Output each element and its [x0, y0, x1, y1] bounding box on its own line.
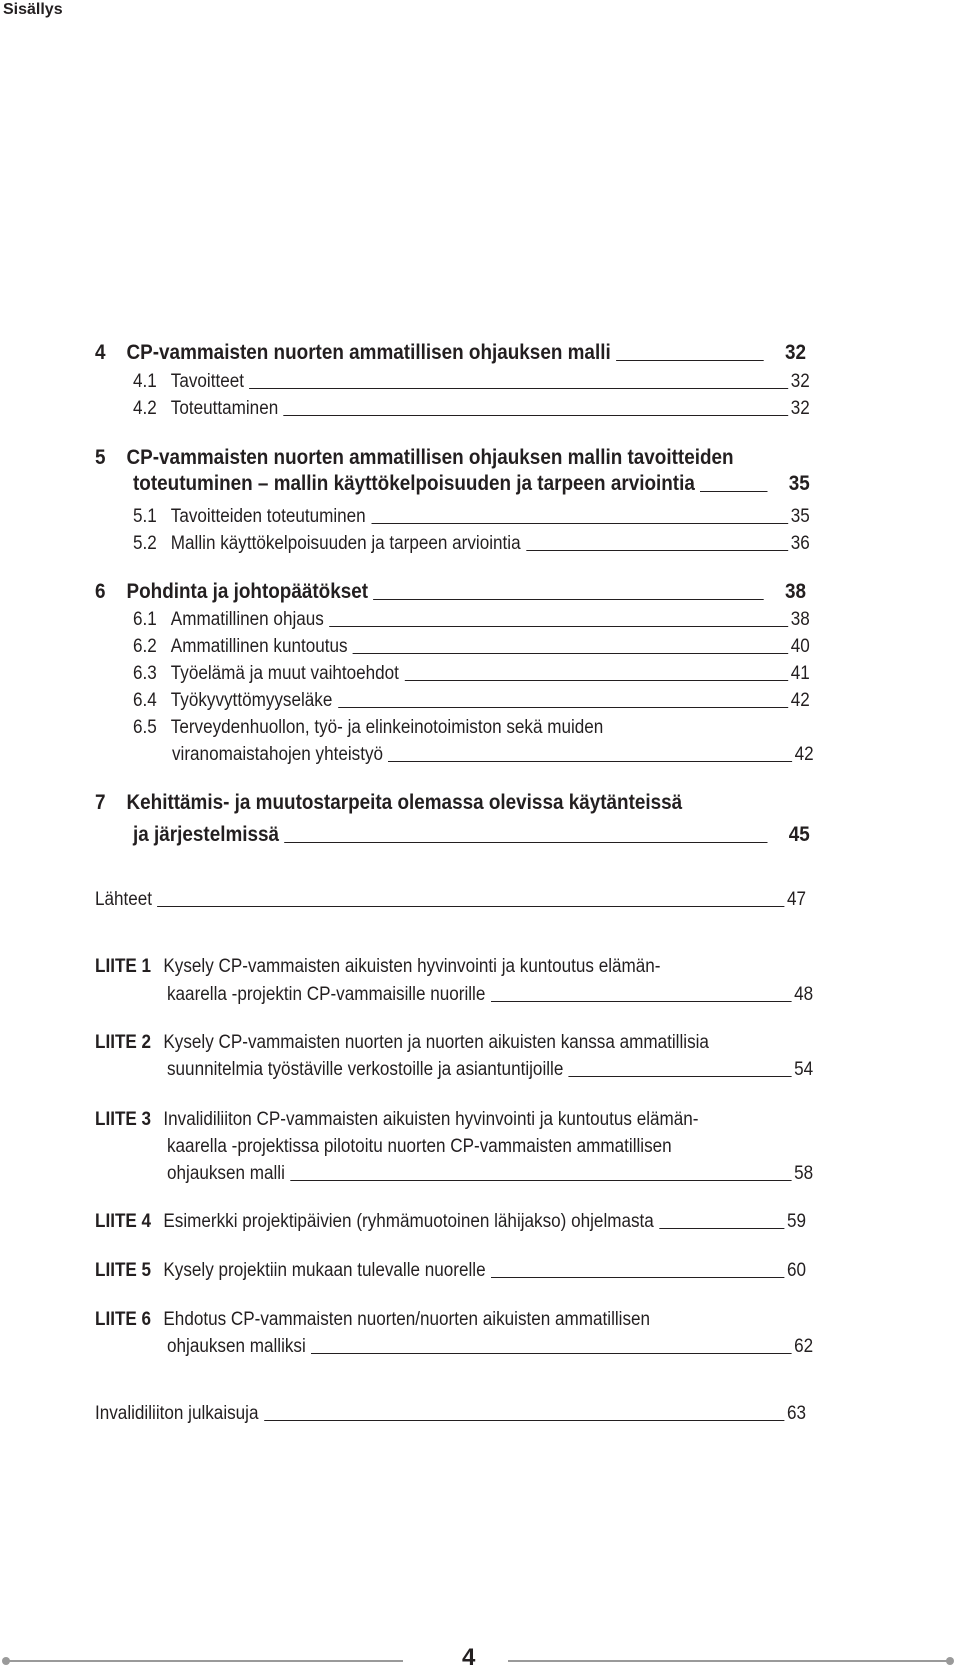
toc-number: 4.1 [133, 371, 157, 392]
toc-page: 60 [786, 1260, 806, 1281]
toc-number: 5 [95, 446, 106, 469]
toc-number: 6.2 [133, 636, 157, 657]
toc-leader [290, 1180, 791, 1181]
toc-title: Kysely CP-vammaisten nuorten ja nuorten aikuisten kanssa ammatillisia [163, 1032, 709, 1053]
toc-title: Tavoitteet [170, 371, 244, 392]
toc-leader [373, 599, 763, 600]
toc-entry-liite6-line1[interactable] [95, 1308, 650, 1332]
toc-title: Pohdinta ja johtopäätökset [126, 580, 369, 603]
toc-page: 32 [790, 398, 810, 419]
toc-entry-ch6[interactable] [95, 579, 806, 605]
toc-title: Työkyvyttömyyseläke [170, 690, 333, 711]
toc-title: Kehittämis- ja muutostarpeita olemassa olevissa käytänteissä [126, 791, 683, 814]
toc-number: 4.2 [133, 398, 157, 419]
toc-page: 58 [794, 1163, 814, 1184]
toc-page: 40 [790, 636, 810, 657]
toc-title: Esimerkki projektipäivien (ryhmämuotoinen lähijakso) ohjelmasta [163, 1211, 654, 1232]
toc-page: 62 [794, 1336, 814, 1357]
toc-page: 35 [790, 506, 810, 527]
toc-title: CP-vammaisten nuorten ammatillisen ohjauksen mallin tavoitteiden [126, 446, 734, 469]
toc-page: 47 [786, 889, 806, 910]
toc-page: 45 [788, 823, 810, 846]
toc-entry-liite3-line1[interactable] [95, 1108, 699, 1132]
toc-number: 5.2 [133, 533, 157, 554]
toc-page: 38 [784, 580, 806, 603]
toc-page: 36 [790, 533, 810, 554]
toc-entry-s6-1[interactable] [133, 608, 810, 632]
toc-leader [264, 1420, 784, 1421]
toc-entry-s6-3[interactable] [133, 662, 810, 686]
toc-leader [659, 1228, 784, 1229]
footer-dot-right [946, 1657, 954, 1665]
toc-leader [311, 1353, 791, 1354]
toc-leader [338, 707, 788, 708]
toc-number: 7 [95, 791, 106, 814]
toc-number: 6.5 [133, 717, 157, 738]
toc-number: 5.1 [133, 506, 157, 527]
toc-title: Työelämä ja muut vaihtoehdot [170, 663, 399, 684]
toc-title-cont: ja järjestelmissä [133, 823, 280, 846]
toc-leader [491, 1001, 792, 1002]
toc-title: CP-vammaisten nuorten ammatillisen ohjauksen malli [126, 341, 611, 364]
toc-leader [491, 1277, 784, 1278]
toc-number: LIITE 2 [95, 1032, 152, 1053]
toc-number: LIITE 4 [95, 1211, 152, 1232]
toc-title: Tavoitteiden toteutuminen [170, 506, 366, 527]
toc-title-cont: kaarella -projektissa pilotoitu nuorten CP-vammaisten ammatillisen [167, 1136, 672, 1157]
toc-entry-s4-2[interactable] [133, 397, 810, 421]
toc-title: Invalidiliiton julkaisuja [95, 1403, 259, 1424]
toc-leader [616, 360, 763, 361]
toc-page: 42 [790, 690, 810, 711]
toc-page: 41 [790, 663, 810, 684]
section-header: Sisällys [3, 1, 63, 18]
toc-page: 35 [788, 472, 810, 495]
toc-entry-julkaisut[interactable] [95, 1402, 806, 1426]
toc-leader [404, 680, 788, 681]
toc-leader [284, 415, 788, 416]
toc-entry-s6-5-line1[interactable] [133, 716, 603, 740]
page-footer [0, 1643, 960, 1673]
toc-entry-liite4[interactable] [95, 1210, 806, 1234]
toc-number: LIITE 6 [95, 1309, 152, 1330]
footer-rule-right [508, 1660, 948, 1662]
toc-title-cont: ohjauksen malliksi [167, 1336, 306, 1357]
toc-entry-liite2-line1[interactable] [95, 1031, 709, 1055]
toc-title: Ammatillinen kuntoutus [170, 636, 348, 657]
toc-title-cont: kaarella -projektin CP-vammaisille nuorille [167, 984, 486, 1005]
toc-number: 6 [95, 580, 106, 603]
toc-number: 4 [95, 341, 106, 364]
toc-entry-liite1-line1[interactable] [95, 955, 660, 979]
toc-entry-liite5[interactable] [95, 1259, 806, 1283]
toc-title: Terveydenhuollon, työ- ja elinkeinotoimiston sekä muiden [170, 717, 604, 738]
toc-entry-s5-2[interactable] [133, 532, 810, 556]
toc-leader [353, 653, 788, 654]
toc-entry-ch5-line1[interactable] [95, 445, 734, 471]
toc-entry-s6-2[interactable] [133, 635, 810, 659]
toc-entry-liite6[interactable] [167, 1335, 813, 1359]
toc-leader [371, 523, 788, 524]
toc-entry-s6-4[interactable] [133, 689, 810, 713]
toc-entry-liite2[interactable] [167, 1058, 813, 1082]
toc-leader [157, 906, 784, 907]
toc-page: 32 [784, 341, 806, 364]
toc-leader [526, 550, 788, 551]
toc-page: 42 [794, 744, 814, 765]
toc-title: Mallin käyttökelpoisuuden ja tarpeen arviointia [170, 533, 521, 554]
toc-entry-s4-1[interactable] [133, 370, 810, 394]
toc-leader [284, 842, 767, 843]
toc-leader [388, 761, 792, 762]
toc-entry-lahteet[interactable] [95, 888, 806, 912]
toc-entry-ch7[interactable] [133, 822, 810, 848]
toc-entry-ch7-line1[interactable] [95, 790, 682, 816]
toc-title-cont: viranomaistahojen yhteistyö [172, 744, 384, 765]
toc-number: LIITE 1 [95, 956, 152, 977]
toc-title: Kysely CP-vammaisten aikuisten hyvinvointi ja kuntoutus elämän- [163, 956, 661, 977]
toc-title: Ehdotus CP-vammaisten nuorten/nuorten aikuisten ammatillisen [163, 1309, 651, 1330]
toc-entry-s6-5[interactable] [172, 743, 814, 767]
toc-entry-liite3[interactable] [167, 1162, 813, 1186]
toc-title-cont: toteutuminen – mallin käyttökelpoisuuden ja tarpeen arviointia [133, 472, 695, 495]
toc-entry-s5-1[interactable] [133, 505, 810, 529]
toc-number: LIITE 5 [95, 1260, 152, 1281]
toc-page: 54 [794, 1059, 814, 1080]
page-number: 4 [462, 1644, 476, 1671]
toc-page: 32 [790, 371, 810, 392]
toc-page: 59 [786, 1211, 806, 1232]
toc-title: Kysely projektiin mukaan tulevalle nuorelle [163, 1260, 486, 1281]
toc-leader [329, 626, 788, 627]
toc-leader [700, 491, 767, 492]
toc-number: LIITE 3 [95, 1109, 152, 1130]
toc-page: 63 [786, 1403, 806, 1424]
toc-entry-ch5[interactable] [133, 471, 810, 497]
toc-entry-liite1[interactable] [167, 983, 813, 1007]
toc-leader [569, 1076, 792, 1077]
toc-title: Invalidiliiton CP-vammaisten aikuisten hyvinvointi ja kuntoutus elämän- [163, 1109, 699, 1130]
toc-page: 38 [790, 609, 810, 630]
toc-title: Lähteet [95, 889, 153, 910]
toc-leader [249, 388, 788, 389]
toc-entry-ch4[interactable] [95, 340, 806, 366]
toc-number: 6.1 [133, 609, 157, 630]
toc-page: 48 [794, 984, 814, 1005]
toc-title-cont: ohjauksen malli [167, 1163, 285, 1184]
toc-title: Ammatillinen ohjaus [170, 609, 324, 630]
toc-number: 6.3 [133, 663, 157, 684]
footer-rule-left [8, 1660, 403, 1662]
toc-title: Toteuttaminen [170, 398, 279, 419]
toc-entry-liite3-line2[interactable] [167, 1135, 672, 1159]
toc-number: 6.4 [133, 690, 157, 711]
toc-title-cont: suunnitelmia työstäville verkostoille ja asiantuntijoille [167, 1059, 564, 1080]
